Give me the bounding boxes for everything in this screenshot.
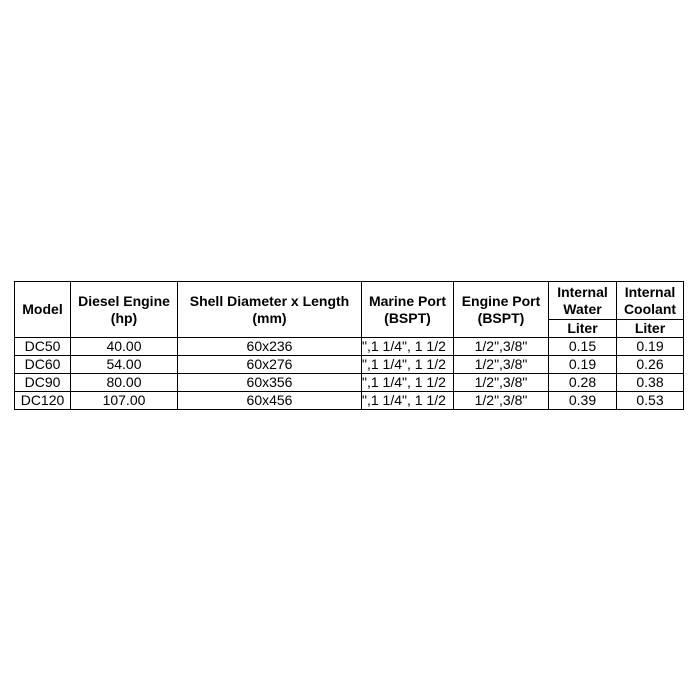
cell-coolant: 0.26 xyxy=(617,356,684,374)
cell-shell: 60x236 xyxy=(178,338,362,356)
header-internal-water xyxy=(549,282,617,320)
cell-shell: 60x356 xyxy=(178,374,362,392)
cell-model: DC60 xyxy=(15,356,71,374)
cell-marine-port: ",1 1/4", 1 1/2 xyxy=(362,392,454,410)
cell-model: DC50 xyxy=(15,338,71,356)
header-internal-coolant xyxy=(617,282,684,320)
header-shell xyxy=(178,282,362,338)
header-engine-port-line2: (BSPT) xyxy=(477,309,525,326)
header-marine-port xyxy=(362,282,454,338)
header-internal-coolant-line2: Coolant xyxy=(623,300,677,317)
header-diesel-engine-line1: Diesel Engine xyxy=(78,292,170,309)
cell-hp: 54.00 xyxy=(71,356,178,374)
table-row xyxy=(15,392,684,410)
table-header xyxy=(15,282,684,338)
cell-marine-port: ",1 1/4", 1 1/2 xyxy=(362,374,454,392)
cell-model: DC120 xyxy=(15,392,71,410)
cell-shell: 60x276 xyxy=(178,356,362,374)
cell-coolant: 0.38 xyxy=(617,374,684,392)
cell-hp: 80.00 xyxy=(71,374,178,392)
table-body xyxy=(15,338,684,410)
header-coolant-unit: Liter xyxy=(617,320,684,338)
spec-table xyxy=(14,281,684,410)
cell-hp: 40.00 xyxy=(71,338,178,356)
header-row xyxy=(15,282,684,320)
cell-engine-port: 1/2",3/8" xyxy=(454,338,549,356)
cell-water: 0.19 xyxy=(549,356,617,374)
cell-water: 0.15 xyxy=(549,338,617,356)
cell-engine-port: 1/2",3/8" xyxy=(454,392,549,410)
cell-coolant: 0.53 xyxy=(617,392,684,410)
cell-marine-port: ",1 1/4", 1 1/2 xyxy=(362,338,454,356)
cell-engine-port: 1/2",3/8" xyxy=(454,356,549,374)
cell-hp: 107.00 xyxy=(71,392,178,410)
header-internal-coolant-line1: Internal xyxy=(624,283,676,300)
header-marine-port-line1: Marine Port xyxy=(368,292,446,309)
header-internal-water-line1: Internal xyxy=(557,283,608,300)
table-row xyxy=(15,338,684,356)
header-marine-port-line2: (BSPT) xyxy=(384,309,431,326)
cell-water: 0.39 xyxy=(549,392,617,410)
header-engine-port-line1: Engine Port xyxy=(461,292,541,309)
table-row xyxy=(15,356,684,374)
header-shell-line2: (mm) xyxy=(252,309,287,326)
cell-shell: 60x456 xyxy=(178,392,362,410)
table-row xyxy=(15,374,684,392)
header-internal-water-line2: Water xyxy=(563,300,602,317)
header-model: Model xyxy=(15,282,71,338)
cell-engine-port: 1/2",3/8" xyxy=(454,374,549,392)
header-shell-line1: Shell Diameter x Length xyxy=(189,292,350,309)
header-diesel-engine-line2: (hp) xyxy=(110,309,138,326)
header-water-unit: Liter xyxy=(549,320,617,338)
cell-model: DC90 xyxy=(15,374,71,392)
cell-water: 0.28 xyxy=(549,374,617,392)
cell-coolant: 0.19 xyxy=(617,338,684,356)
header-diesel-engine xyxy=(71,282,178,338)
header-engine-port xyxy=(454,282,549,338)
cell-marine-port: ",1 1/4", 1 1/2 xyxy=(362,356,454,374)
